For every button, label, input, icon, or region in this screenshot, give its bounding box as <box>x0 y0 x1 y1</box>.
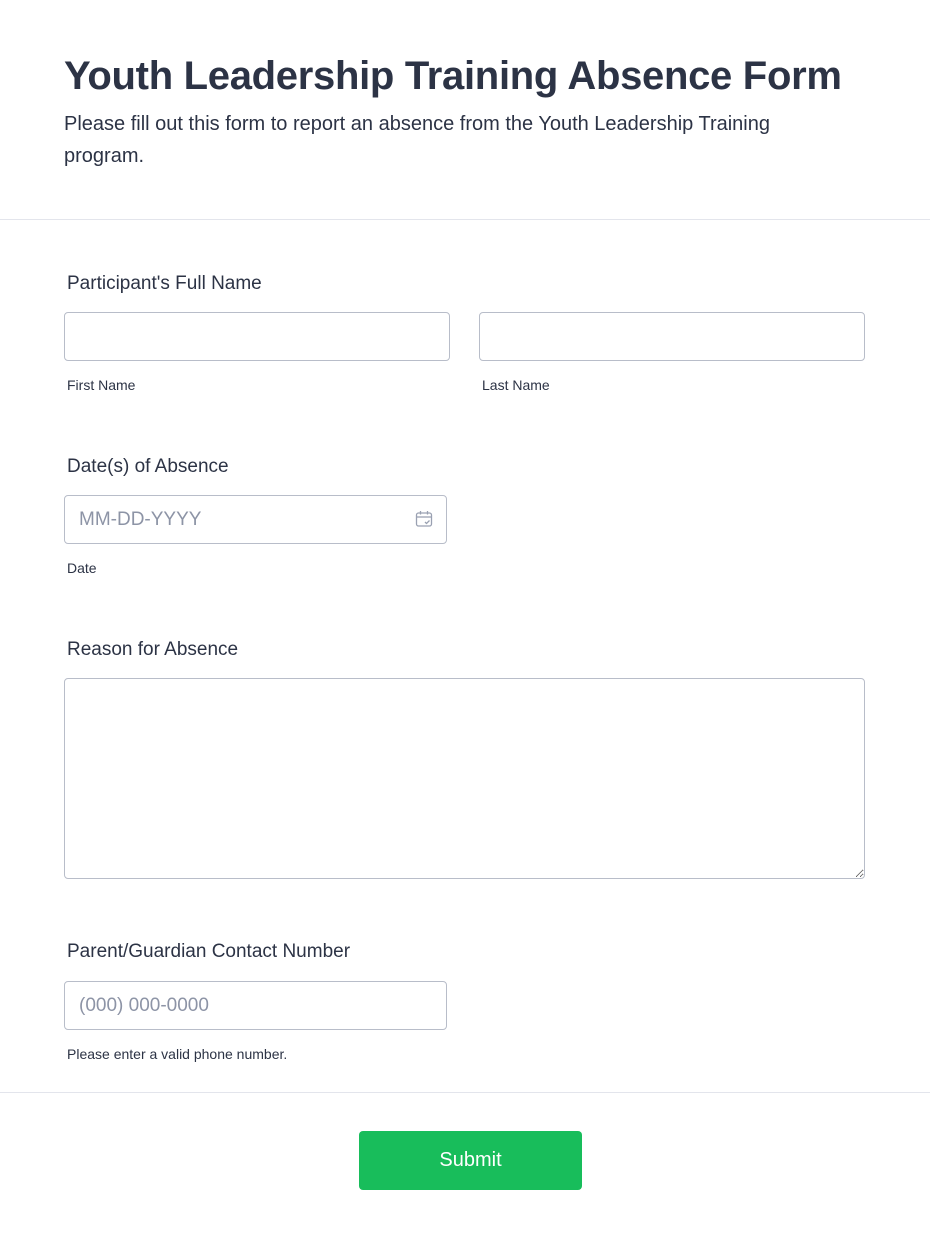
contact-number-label: Parent/Guardian Contact Number <box>67 941 351 962</box>
form-footer <box>0 1093 930 1239</box>
reason-textarea[interactable] <box>64 678 865 879</box>
submit-button[interactable]: Submit <box>359 1131 582 1190</box>
absence-date-label: Date(s) of Absence <box>67 456 229 477</box>
first-name-input[interactable] <box>64 312 450 361</box>
page-title: Youth Leadership Training Absence Form <box>64 54 842 98</box>
absence-date-input[interactable] <box>64 495 447 544</box>
phone-sublabel: Please enter a valid phone number. <box>67 1046 288 1062</box>
first-name-sublabel: First Name <box>67 377 136 393</box>
reason-label: Reason for Absence <box>67 639 239 660</box>
absence-date-sublabel: Date <box>67 560 97 576</box>
phone-input[interactable] <box>64 981 447 1030</box>
form-body <box>0 220 930 1093</box>
calendar-icon[interactable] <box>415 510 433 528</box>
last-name-input[interactable] <box>479 312 865 361</box>
form-header <box>0 0 930 220</box>
form-description: Please fill out this form to report an absence from the Youth Leadership Training program. <box>64 113 770 167</box>
full-name-label: Participant's Full Name <box>67 273 262 294</box>
last-name-sublabel: Last Name <box>482 377 550 393</box>
